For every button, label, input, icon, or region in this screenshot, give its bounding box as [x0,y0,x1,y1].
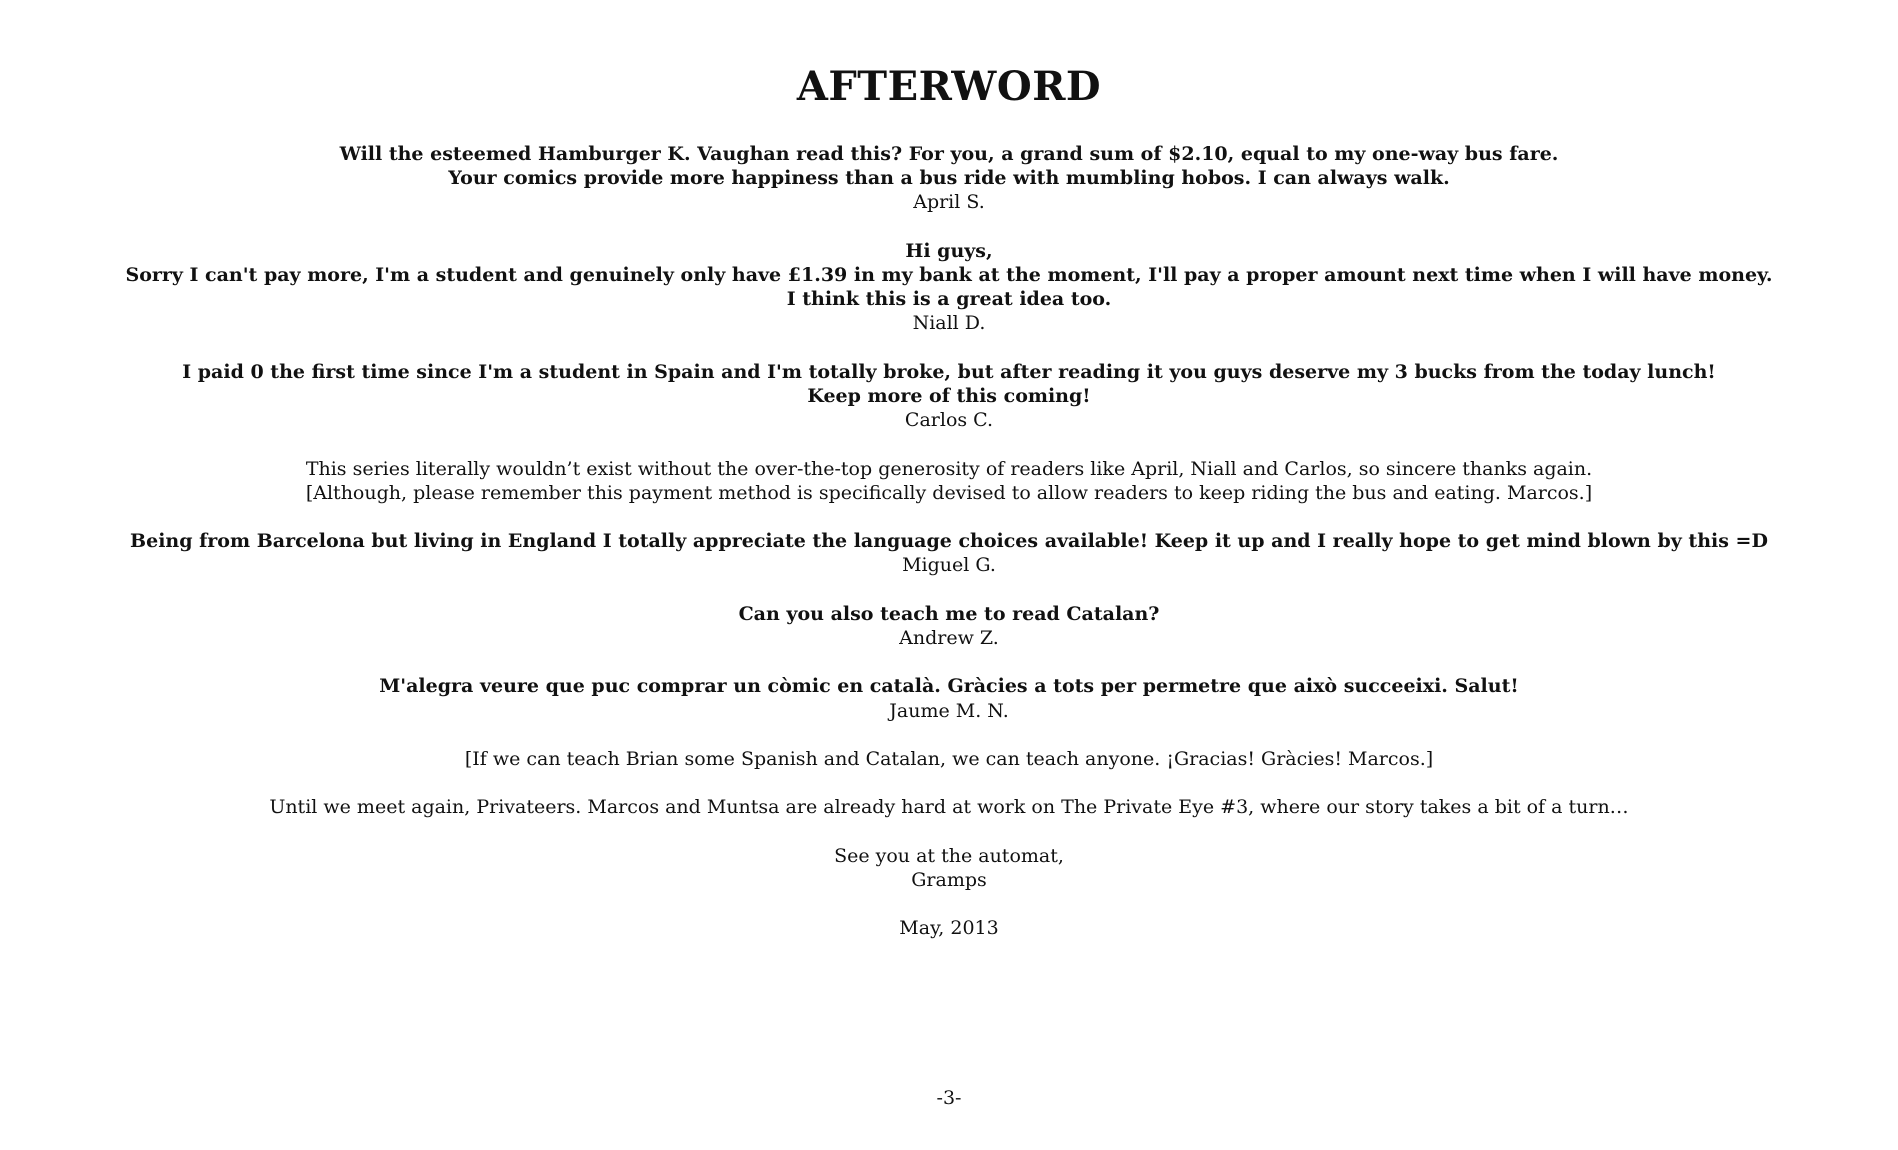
letter-text: I think this is a great idea too. [786,288,1112,311]
letter-author: Carlos C. [904,409,994,432]
reader-letter-jaume [60,674,1838,722]
reader-letter-andrew [60,602,1838,650]
editor-response-thanks [60,457,1838,505]
letter-text: Hi guys, [905,239,993,262]
response-text: This series literally wouldn’t exist without the over-the-top generosity of readers like April, Niall and Carlos, so sincere thanks again. [305,457,1593,480]
reader-letter-april [60,142,1838,215]
letter-text: Being from Barcelona but living in England I totally appreciate the language choices available! Keep it up and I really hope to get mind blown by this =D [130,530,1768,553]
date-text: May, 2013 [899,917,999,940]
page-title: AFTERWORD [796,62,1102,110]
response-text: [If we can teach Brian some Spanish and Catalan, we can teach anyone. ¡Gracias! Gràcies! Marcos.] [464,747,1434,770]
closing-text: Until we meet again, Privateers. Marcos and Muntsa are already hard at work on The Private Eye #3, where our story takes a bit of a turn… [269,796,1629,819]
sign-off [60,844,1838,892]
letter-author: April S. [913,191,985,214]
letter-author: Jaume M. N. [889,699,1009,722]
letter-text: Keep more of this coming! [807,385,1091,407]
reader-letter-miguel [60,529,1838,577]
sign-off-text: See you at the automat, [834,844,1064,867]
reader-letter-carlos [60,360,1838,433]
letter-author: Niall D. [912,312,986,335]
closing-paragraph [60,795,1838,819]
afterword-body [60,142,1838,965]
page-number: -3- [936,1087,962,1109]
date-line [60,916,1838,940]
reader-letter-niall [60,239,1838,336]
letter-text: Sorry I can't pay more, I'm a student and genuinely only have £1.39 in my bank at the moment, I'll pay a proper amount next time when I will have money. [125,264,1773,286]
signature-name: Gramps [911,868,987,891]
letter-author: Andrew Z. [899,626,999,649]
response-text: [Although, please remember this payment method is specifically devised to allow readers to keep riding the bus and eating. Marcos.] [305,481,1593,504]
letter-text: M'alegra veure que puc comprar un còmic en català. Gràcies a tots per permetre que això succeeixi. Salut! [379,675,1519,698]
editor-response-languages [60,747,1838,771]
letter-author: Miguel G. [902,554,996,577]
letter-text: Can you also teach me to read Catalan? [738,602,1160,625]
letter-text: Your comics provide more happiness than a bus ride with mumbling hobos. I can always walk. [448,167,1450,190]
letter-text: I paid 0 the first time since I'm a student in Spain and I'm totally broke, but after reading it you guys deserve my 3 bucks from the today lunch! [182,360,1716,383]
letter-text: Will the esteemed Hamburger K. Vaughan read this? For you, a grand sum of $2.10, equal to my one-way bus fare. [339,143,1559,165]
